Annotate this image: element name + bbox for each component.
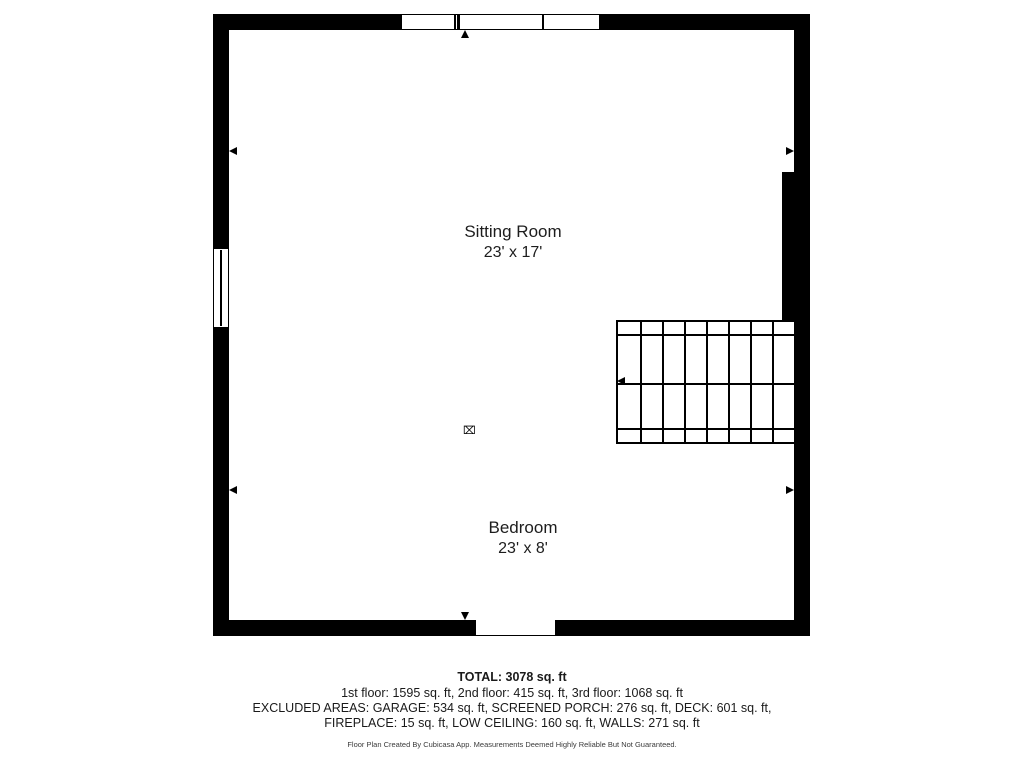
room-label-bedroom bbox=[423, 517, 623, 559]
stair-tread bbox=[640, 322, 642, 442]
stairs-direction-arrow bbox=[617, 377, 625, 385]
center-marker-icon: ⌧ bbox=[463, 425, 476, 437]
room-name: Bedroom bbox=[488, 518, 558, 537]
wall-right bbox=[794, 14, 810, 636]
wall-arrow-right-lower bbox=[786, 486, 794, 494]
stair-tread bbox=[706, 322, 708, 442]
room-dimensions: 23' x 17' bbox=[483, 243, 543, 261]
wall-arrow-right-upper bbox=[786, 147, 794, 155]
wall-arrow-left-upper bbox=[229, 147, 237, 155]
window-top-left-mullion bbox=[454, 14, 456, 30]
wall-right-thick bbox=[782, 172, 810, 322]
caption-floors: 1st floor: 1595 sq. ft, 2nd floor: 415 sq. ft, 3rd floor: 1068 sq. ft bbox=[341, 686, 683, 700]
caption-disclaimer: Floor Plan Created By Cubicasa App. Measurements Deemed Highly Reliable But Not Guaranteed. bbox=[347, 740, 677, 749]
wall-arrow-bottom bbox=[461, 612, 469, 620]
floor-plan-caption bbox=[0, 670, 1024, 749]
stair-tread bbox=[662, 322, 664, 442]
stair-tread bbox=[728, 322, 730, 442]
room-label-sitting-room bbox=[413, 221, 613, 263]
room-dimensions: 23' x 8' bbox=[498, 539, 548, 557]
window-top-right-mullion bbox=[542, 14, 544, 30]
caption-excluded-areas-2: FIREPLACE: 15 sq. ft, LOW CEILING: 160 sq. ft, WALLS: 271 sq. ft bbox=[324, 716, 700, 730]
stairs bbox=[616, 320, 796, 444]
wall-arrow-left-lower bbox=[229, 486, 237, 494]
window-top-right bbox=[539, 14, 599, 30]
wall-arrow-top bbox=[461, 30, 469, 38]
floor-plan-drawing bbox=[213, 14, 810, 636]
room-name: Sitting Room bbox=[464, 222, 562, 241]
stair-tread bbox=[750, 322, 752, 442]
caption-total: TOTAL: 3078 sq. ft bbox=[457, 670, 567, 684]
caption-excluded-areas: EXCLUDED AREAS: GARAGE: 534 sq. ft, SCREENED PORCH: 276 sq. ft, DECK: 601 sq. ft, bbox=[252, 701, 772, 715]
stair-center-line bbox=[618, 383, 794, 385]
stair-tread bbox=[684, 322, 686, 442]
window-top-center bbox=[460, 14, 542, 30]
window-left-mullion bbox=[220, 250, 222, 326]
window-top-left bbox=[402, 14, 457, 30]
window-bottom bbox=[476, 620, 555, 636]
stair-tread bbox=[772, 322, 774, 442]
